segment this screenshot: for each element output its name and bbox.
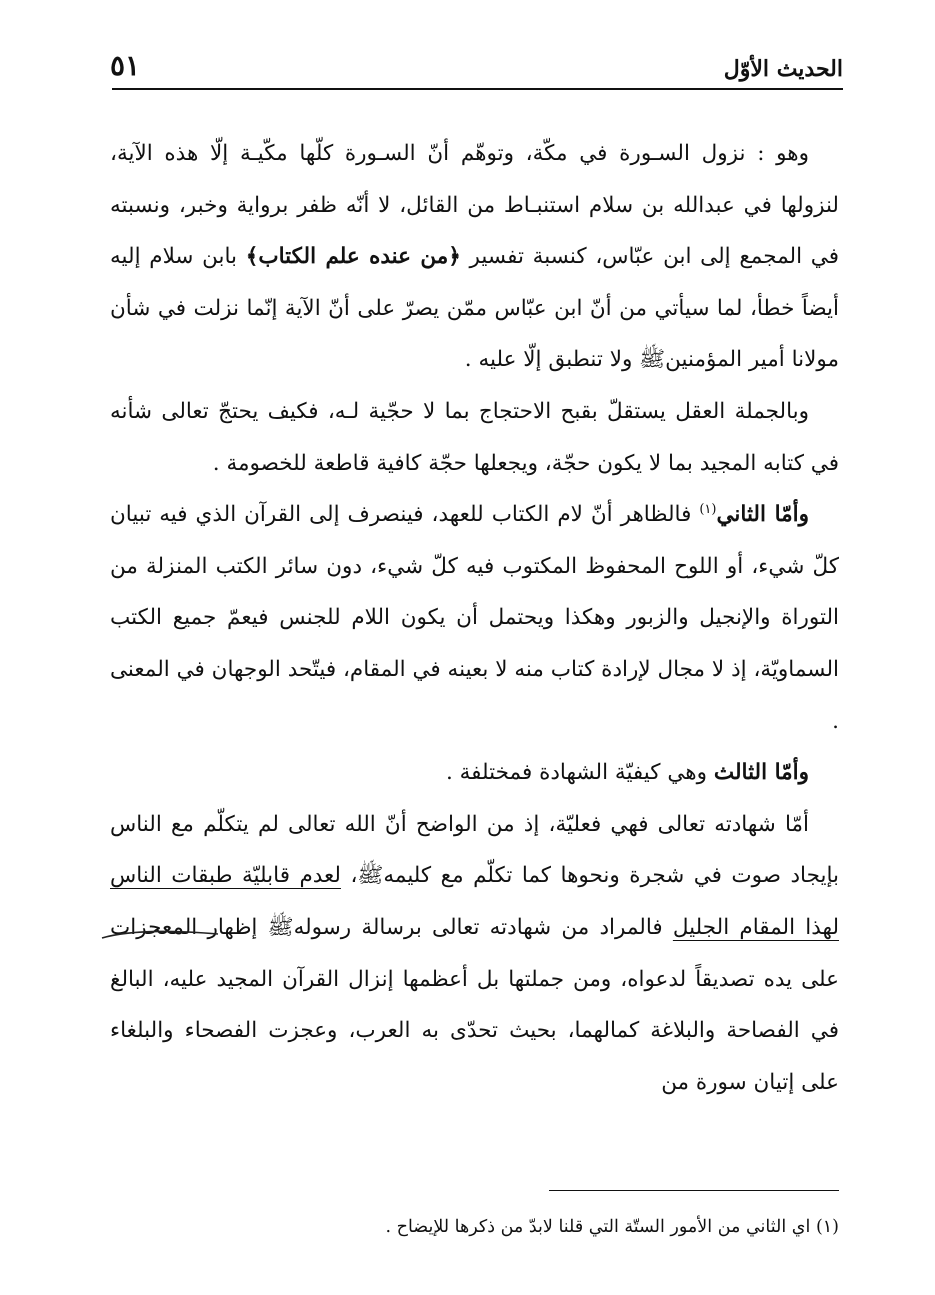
paragraph-4-lead: وأمّا الثالث [713, 760, 809, 786]
running-header [110, 38, 843, 82]
paragraph-1 [110, 128, 839, 386]
paragraph-1-before: وهو : نزول السـورة في مكّة، وتوهّم أنّ السـورة كلّها مكّيـة إلّا هذه الآية، لنزولها في عبدالله بن سلام استنبـاط من القائل، لا أنّه ظفر برواية وخبر، ونسبته في المجمع إلى ابن عبّاس، كنسبة تفسير [110, 141, 839, 270]
footnote-number: (١) [815, 1217, 839, 1237]
paragraph-3-lead: وأمّا الثاني [716, 502, 809, 528]
quran-quote: ﴿من عنده علم الكتاب﴾ [245, 244, 461, 270]
paragraph-4 [110, 747, 839, 799]
main-text [110, 128, 839, 1108]
footnote-rule [549, 1190, 839, 1191]
footnote-mark[interactable]: (١) [699, 502, 717, 517]
paragraph-3 [110, 489, 839, 747]
paragraph-5-before: أمّا شهادته تعالى فهي فعليّة، إذ من الواضح أنّ الله تعالى لم يتكلّم مع الناس بإيجاد صوت في شجرة ونحوها كما تكلّم مع كليمهﷺ، [110, 811, 839, 889]
paragraph-4-rest: وهي كيفيّة الشهادة فمختلفة . [445, 760, 708, 786]
paragraph-2: وبالجملة العقل يستقلّ بقبح الاحتجاج بما لا حجّية لـه، فكيف يحتجّ تعالى شأنه في كتابه المجيد بما لا يكون حجّة، ويجعلها حجّة كافية قاطعة للخصومة . [110, 398, 839, 476]
running-title: الحديث الأوّل [723, 56, 843, 82]
footnote-text: اي الثاني من الأمور الستّة التي قلنا لابدّ من ذكرها للإيضاح . [385, 1217, 811, 1237]
footnote [110, 1212, 839, 1242]
paragraph-1-after: بابن سلام إليه أيضاً خطأ، لما سيأتي من أنّ ابن عبّاس ممّن يصرّ على أنّ الآية إنّما نزلت في شأن مولانا أمير المؤمنينﷺ ولا تنطبق إلّا عليه . [110, 244, 839, 373]
paragraph-5 [110, 799, 839, 1109]
paragraph-3-rest: فالظاهر أنّ لام الكتاب للعهد، فينصرف إلى القرآن الذي فيه تبيان كلّ شيء، أو اللوح المحفوظ المكتوب فيه كلّ شيء، دون سائر الكتب المنزلة من التوراة والإنجيل والزبور وهكذا ويحتمل أن يكون اللام للجنس فيعمّ جميع الكتب السماويّة، إذ لا مجال لإرادة كتاب منه لا بعينه في المقام، فيتّحد الوجهان في المعنى . [110, 502, 839, 734]
paragraph-5-after: فالمراد من شهادته تعالى برسالة رسولهﷺ إظهار المعجزات على يده تصديقاً لدعواه، ومن جملتها بل أعظمها إنزال القرآن المجيد عليه، البالغ في الفصاحة والبلاغة كمالهما، بحيث تحدّى به العرب، وعجزت الفصحاء والبلغاء على إتيان سورة من [110, 914, 839, 1095]
page-number: ٥١ [110, 49, 141, 82]
header-rule [112, 88, 843, 90]
underlined-phrase: لعدم قابليّة طبقات الناس لهذا المقام الجليل [110, 863, 839, 940]
pen-annotation-mark [100, 926, 220, 942]
